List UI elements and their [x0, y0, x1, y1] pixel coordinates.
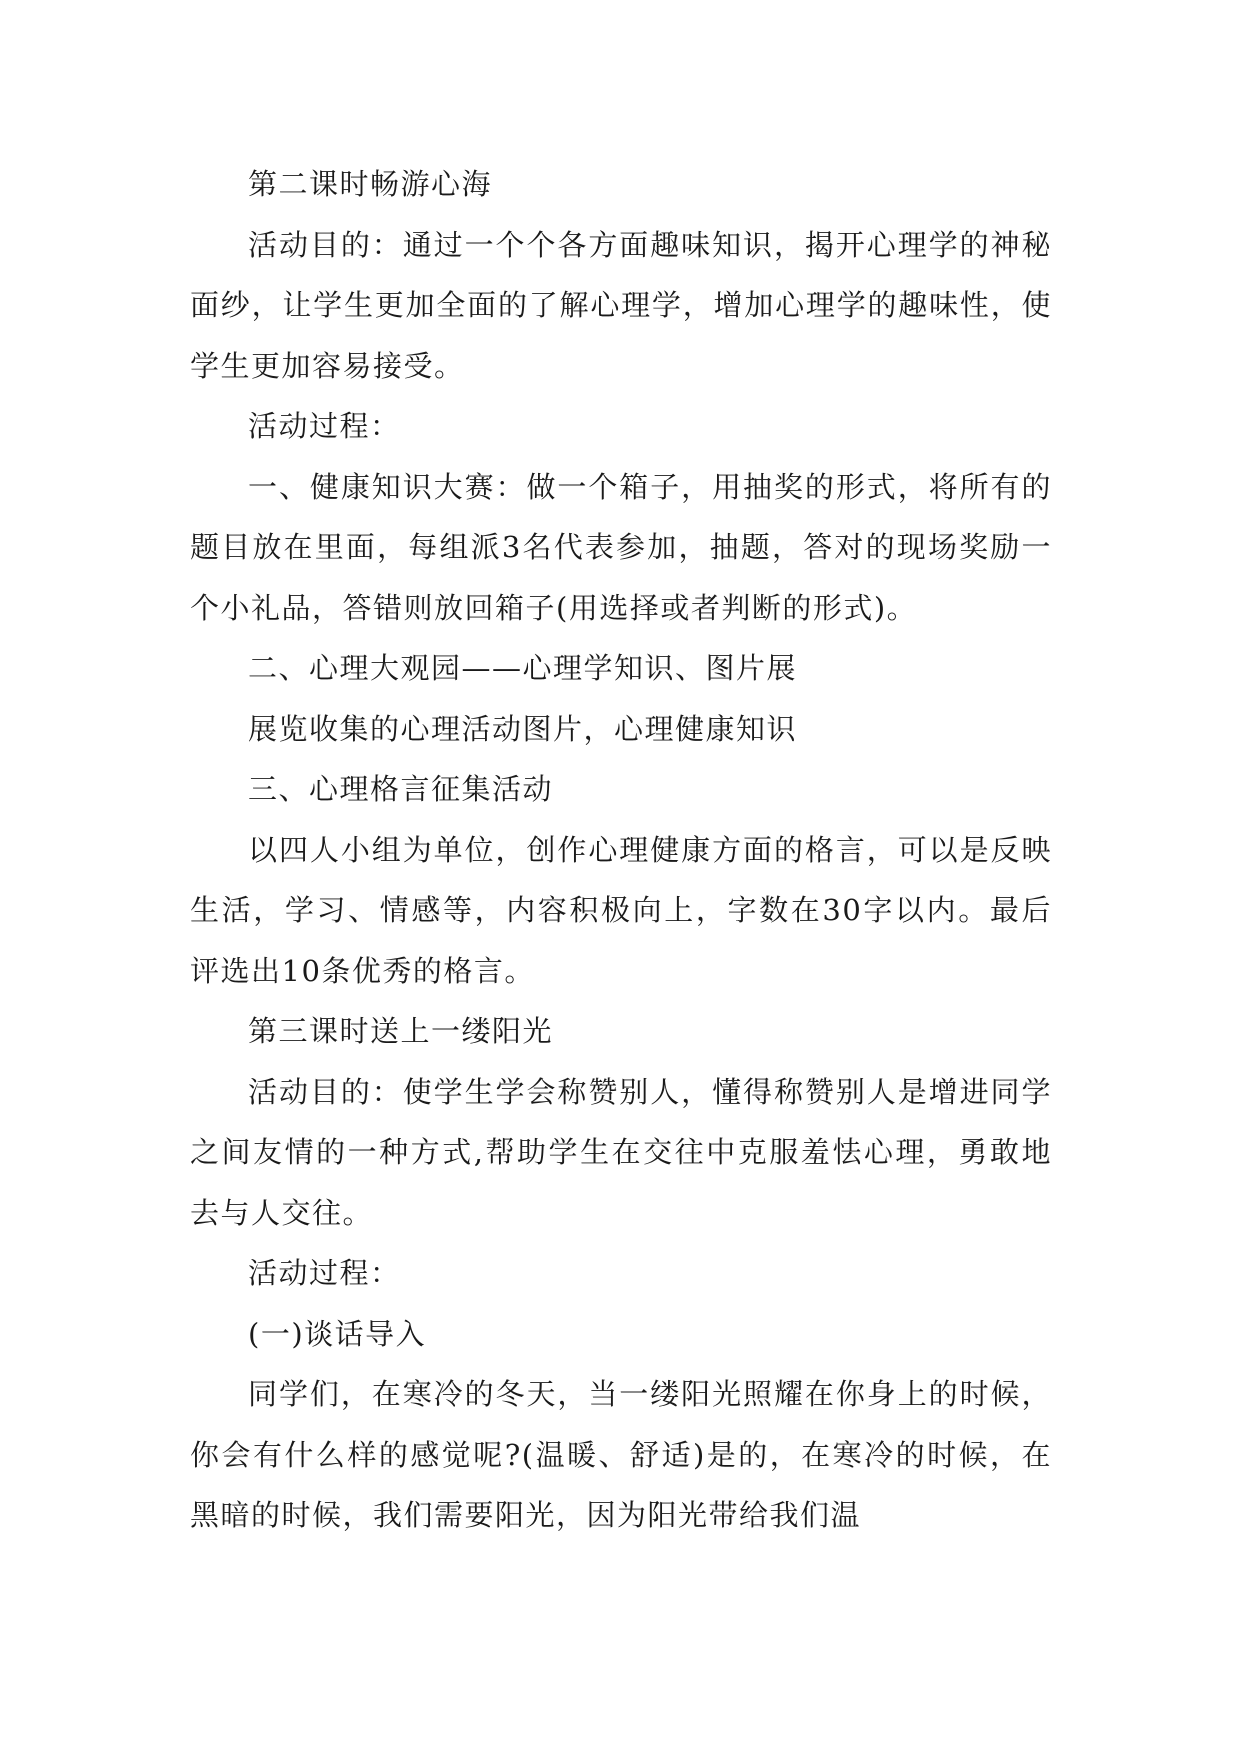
- paragraph-intro-text: 同学们，在寒冷的冬天，当一缕阳光照耀在你身上的时候，你会有什么样的感觉呢?(温暖、舒适)是的，在寒冷的时候，在黑暗的时候，我们需要阳光，因为阳光带给我们温: [190, 1377, 1052, 1532]
- lesson-heading-3: 第三课时送上一缕阳光: [248, 1014, 554, 1048]
- paragraph-exhibit-detail: 展览收集的心理活动图片，心理健康知识: [248, 711, 798, 746]
- paragraph-objective-2: 活动目的：使学生学会称赞别人，懂得称赞别人是增进同学之间友情的一种方式,帮助学生在交往中克服羞怯心理，勇敢地去与人交往。: [190, 1074, 1052, 1230]
- paragraph-psychology-exhibit: 二、心理大观园——心理学知识、图片展: [248, 651, 798, 685]
- lesson-heading-2: 第二课时畅游心海: [248, 167, 493, 201]
- document-body: [190, 154, 1052, 1546]
- paragraph-process-label-1: 活动过程：: [248, 409, 401, 443]
- paragraph-intro-heading: (一)谈话导入: [248, 1316, 427, 1351]
- paragraph-process-label-2: 活动过程：: [248, 1256, 401, 1290]
- paragraph-knowledge-contest: 一、健康知识大赛：做一个箱子，用抽奖的形式，将所有的题目放在里面，每组派3名代表参加，抽题，答对的现场奖励一个小礼品，答错则放回箱子(用选择或者判断的形式)。: [190, 469, 1052, 625]
- paragraph-objective-1: 活动目的：通过一个个各方面趣味知识，揭开心理学的神秘面纱，让学生更加全面的了解心理学，增加心理学的趣味性，使学生更加容易接受。: [190, 227, 1052, 383]
- paragraph-motto-detail: 以四人小组为单位，创作心理健康方面的格言，可以是反映生活，学习、情感等，内容积极向上，字数在30字以内。最后评选出10条优秀的格言。: [190, 832, 1052, 988]
- paragraph-motto-collection: 三、心理格言征集活动: [248, 772, 554, 806]
